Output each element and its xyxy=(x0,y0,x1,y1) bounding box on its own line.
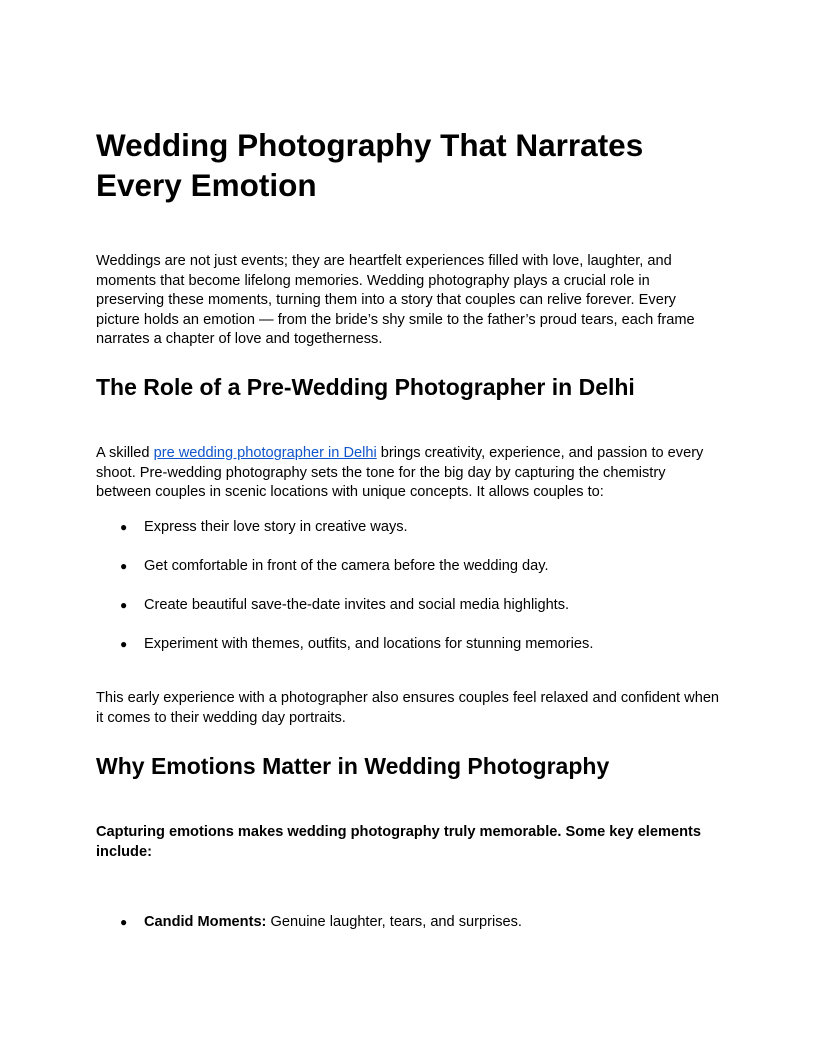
list-item-text xyxy=(144,913,522,933)
section1-closing-paragraph: This early experience with a photographer also ensures couples feel relaxed and confident when it comes to their wedding day portraits. xyxy=(96,690,720,726)
section1-para-after: brings creativity, experience, and passion to every shoot. Pre-wedding photography sets the tone for the big day by capturing the chemistry between couples in scenic locations with unique concepts. It allows couples to: xyxy=(96,445,704,500)
list-item-text: Create beautiful save-the-date invites and social media highlights. xyxy=(144,597,570,613)
bullet-icon: ● xyxy=(120,637,128,651)
section1-paragraph xyxy=(96,444,720,503)
intro-paragraph: Weddings are not just events; they are heartfelt experiences filled with love, laughter, and moments that become lifelong memories. Wedding photography plays a crucial role in preserving these moments, turning them into a story that couples can relive forever. Every picture holds an emotion — from the bride’s shy smile to the father’s proud tears, each frame narrates a chapter of love and togetherness. xyxy=(96,253,695,347)
section1-para-before: A skilled xyxy=(96,445,154,461)
bullet-icon: ● xyxy=(120,598,128,612)
page-title: Wedding Photography That Narrates Every Emotion xyxy=(96,127,644,203)
list-item-text: Experiment with themes, outfits, and locations for stunning memories. xyxy=(144,636,594,652)
bullet-icon: ● xyxy=(120,520,128,534)
bullet-icon: ● xyxy=(120,559,128,573)
list-item-text: Express their love story in creative ways. xyxy=(144,519,408,535)
section1-heading: The Role of a Pre-Wedding Photographer in Delhi xyxy=(96,374,635,400)
section2-heading: Why Emotions Matter in Wedding Photography xyxy=(96,753,610,779)
list-item-detail: Genuine laughter, tears, and surprises. xyxy=(266,914,522,930)
bullet-icon: ● xyxy=(120,915,128,929)
list-item-text: Get comfortable in front of the camera before the wedding day. xyxy=(144,558,549,574)
section2-lead-paragraph: Capturing emotions makes wedding photography truly memorable. Some key elements include: xyxy=(96,824,701,860)
list-item-label: Candid Moments: xyxy=(144,914,267,930)
pre-wedding-photographer-link[interactable]: pre wedding photographer in Delhi xyxy=(153,445,377,461)
